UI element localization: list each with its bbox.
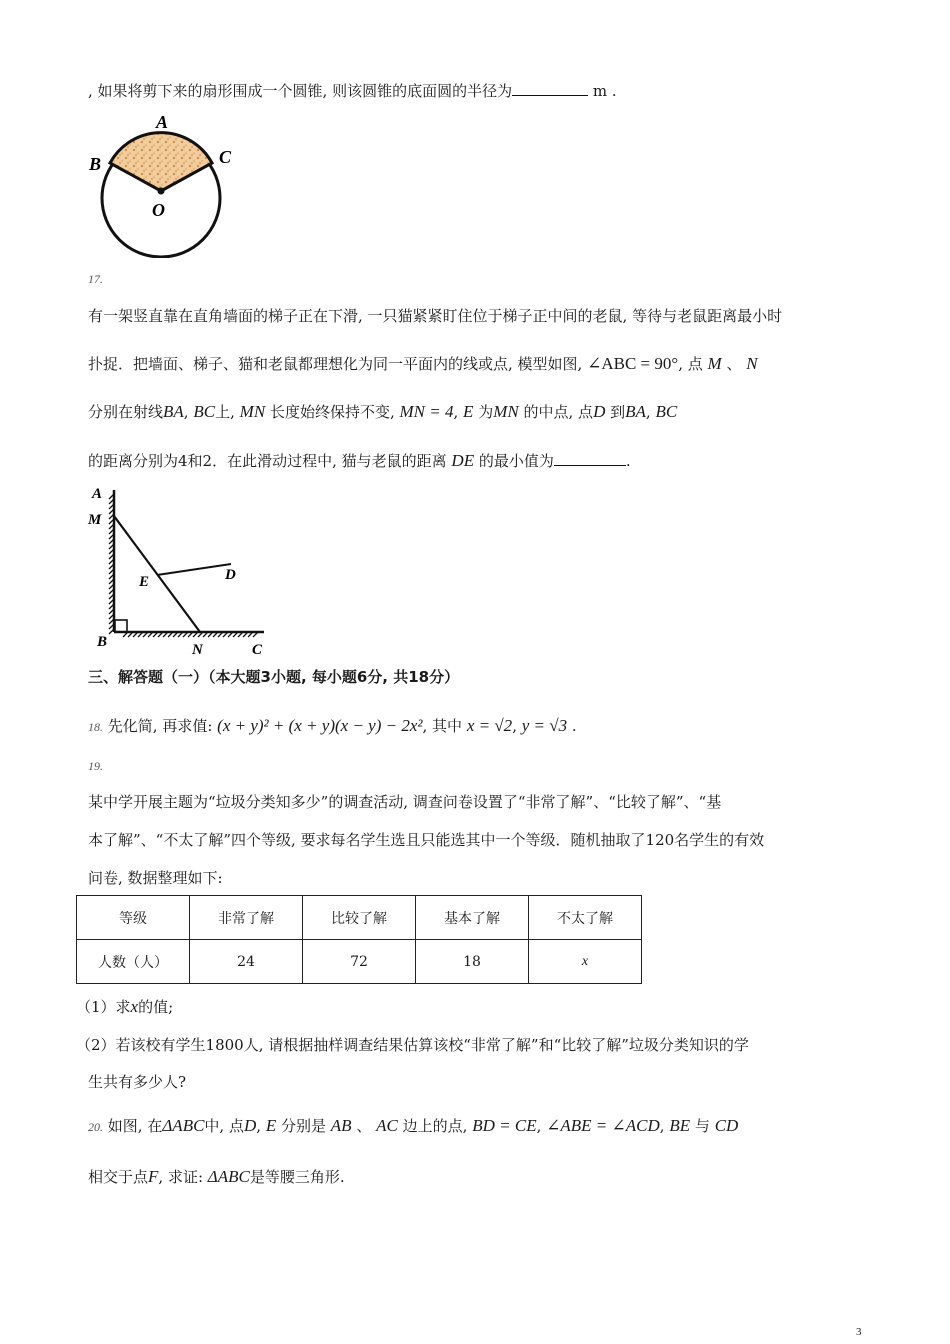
q19-line-2: 本了解”、“不太了解”四个等级, 要求每名学生选且只能选其中一个等级．随机抽取了120名学生的有效	[88, 831, 765, 849]
q20-l1-angles: ∠ABE = ∠ACD	[546, 1116, 660, 1135]
q17-l3-text-a: 分别在射线	[88, 403, 164, 421]
q20-l1-bd-ce: BD = CE	[472, 1116, 537, 1135]
q20-l1-d: D	[243, 1116, 257, 1135]
q17-l2-text-b: , 点	[678, 355, 703, 373]
q17-l3-d: D	[593, 402, 606, 421]
q20-l1-be: BE	[669, 1116, 691, 1135]
q17-label-d: D	[225, 567, 236, 583]
q16-end: .	[611, 82, 617, 100]
q19-table-header-cell: 不太了解	[529, 896, 642, 940]
q18-line	[88, 715, 577, 738]
q16-center-point	[158, 188, 165, 195]
q19-table-header-cell: 等级	[77, 896, 190, 940]
q20-l1-ac: AC	[376, 1116, 398, 1135]
q20-l2-f: F	[148, 1167, 159, 1186]
q17-l3-text-c: 上,	[215, 403, 235, 421]
q16-figure	[84, 108, 244, 258]
q19-table-row-label: 人数（人）	[77, 940, 190, 984]
q17-l3-mn-eq: MN = 4	[399, 402, 454, 421]
q17-l3-text-d: 长度始终保持不变,	[269, 403, 395, 421]
q17-answer-blank[interactable]	[554, 465, 626, 466]
q16-label-a: A	[156, 112, 169, 132]
q17-l3-text-e: ,	[453, 403, 459, 421]
q20-l1-text-b: 中, 点	[204, 1117, 244, 1135]
q17-l4-end: .	[625, 452, 631, 470]
q19-part-2-line-2: 生共有多少人?	[88, 1073, 187, 1091]
q19-table-value-cell: x	[529, 940, 642, 984]
q19-line-3: 问卷, 数据整理如下:	[88, 869, 223, 887]
q20-l2-text-a: 相交于点	[88, 1168, 149, 1186]
q16-label-o: O	[152, 200, 165, 220]
section-3-title: 三、解答题（一）（本大题3小题, 每小题6分, 共18分）	[88, 668, 460, 686]
q18-condition-x: x = √2	[466, 716, 513, 735]
q20-line-1	[88, 1115, 738, 1138]
q20-l1-e: E	[265, 1116, 277, 1135]
q17-figure	[84, 484, 274, 660]
q20-l1-text-c: ,	[256, 1117, 262, 1135]
q19-p1-text-a: （1）求	[76, 998, 131, 1016]
q20-line-2	[88, 1166, 345, 1188]
q18-condition-y: y = √3	[521, 716, 568, 735]
q19-p1-x: x	[130, 997, 139, 1016]
q20-l1-text-f: 边上的点,	[402, 1117, 468, 1135]
q20-l1-triangle: ΔABC	[162, 1116, 205, 1135]
q17-l3-ba-2: BA	[625, 402, 646, 421]
q18-text-a: 先化简, 再求值:	[107, 717, 213, 735]
q19-number: 19.	[88, 759, 103, 773]
q19-table-data-row	[77, 940, 642, 984]
q17-label-e: E	[139, 574, 150, 590]
q19-table-header-cell: 基本了解	[416, 896, 529, 940]
q20-l1-text-d: 分别是	[280, 1117, 326, 1135]
q17-line-2	[88, 353, 758, 375]
q19-table-value-cell: 18	[416, 940, 529, 984]
q17-l3-text-i: ,	[645, 403, 651, 421]
q17-label-m: M	[88, 512, 102, 528]
q20-l2-text-c: 是等腰三角形.	[249, 1168, 345, 1186]
q20-l1-text-i: 与	[694, 1117, 710, 1135]
q17-l4-text-a: 的距离分别为4和2．在此滑动过程中, 猫与老鼠的距离	[88, 452, 447, 470]
q17-l3-e: E	[463, 402, 474, 421]
q19-table-value-cell: 24	[190, 940, 303, 984]
q17-label-b: B	[97, 634, 108, 650]
q16-sector	[110, 133, 212, 191]
q17-number: 17.	[88, 272, 103, 286]
q19-p1-text-b: 的值;	[138, 998, 174, 1016]
page-number: 3	[856, 1326, 862, 1338]
q17-l3-bc-2: BC	[655, 402, 678, 421]
q17-right-angle-mark	[115, 620, 127, 632]
q20-number: 20.	[88, 1120, 103, 1134]
q17-l3-text-b: ,	[183, 403, 189, 421]
q19-table-header-row	[77, 896, 642, 940]
q17-l3-ba: BA	[163, 402, 184, 421]
q19-table-header-cell: 非常了解	[190, 896, 303, 940]
q17-l2-angle: ∠ABC = 90°	[587, 354, 679, 373]
q20-l1-text-a: 如图, 在	[107, 1117, 163, 1135]
q19-table	[76, 895, 642, 984]
q17-label-a: A	[92, 486, 103, 502]
q17-l3-text-f: 为	[478, 403, 494, 421]
q16-text-lead: , 如果将剪下来的扇形围成一个圆锥, 则该圆锥的底面圆的半径为	[88, 82, 513, 100]
q16-label-c: C	[219, 147, 232, 167]
q17-l3-text-g: 的中点, 点	[523, 403, 594, 421]
q17-line-1: 有一架竖直靠在直角墙面的梯子正在下滑, 一只猫紧紧盯住位于梯子正中间的老鼠, 等待与老鼠距离最小时	[88, 307, 783, 325]
q16-label-b: B	[89, 154, 102, 174]
q19-table-header-cell: 比较了解	[303, 896, 416, 940]
q17-line-3	[88, 401, 677, 423]
q20-l1-text-h: ,	[659, 1117, 665, 1135]
q20-l1-cd: CD	[714, 1116, 739, 1135]
q17-l2-text-c: 、	[726, 355, 742, 373]
q20-l1-text-g: ,	[536, 1117, 542, 1135]
q17-segment-ed	[157, 564, 231, 575]
q16-answer-blank[interactable]	[512, 95, 588, 96]
q17-l2-text-a: 扑捉．把墙面、梯子、猫和老鼠都理想化为同一平面内的线或点, 模型如图,	[88, 355, 583, 373]
q18-text-b: , 其中	[422, 717, 463, 735]
q19-part-2-line-1: （2）若该校有学生1800人, 请根据抽样调查结果估算该校“非常了解”和“比较了解”垃圾分类知识的学	[76, 1036, 749, 1054]
q18-expression: (x + y)² + (x + y)(x − y) − 2x²	[217, 716, 423, 735]
q19-line-1: 某中学开展主题为“垃圾分类知多少”的调查活动, 调查问卷设置了“非常了解”、“比较了解”、“基	[88, 793, 722, 811]
q20-l1-ab: AB	[330, 1116, 352, 1135]
q16-unit: m	[592, 82, 608, 100]
q17-l2-n: N	[746, 354, 758, 373]
q20-l1-text-e: 、	[356, 1117, 372, 1135]
q17-l4-text-b: 的最小值为	[478, 452, 554, 470]
q20-l2-triangle: ΔABC	[207, 1167, 250, 1186]
q17-label-c: C	[252, 642, 263, 658]
q17-l3-text-h: 到	[610, 403, 626, 421]
q17-l3-mn: MN	[239, 402, 266, 421]
q17-l3-mn-2: MN	[493, 402, 519, 421]
q17-l4-de: DE	[451, 451, 475, 470]
q18-number: 18.	[88, 720, 103, 734]
q17-l2-m: M	[707, 354, 722, 373]
q17-l3-bc: BC	[193, 402, 216, 421]
q16-text	[88, 80, 617, 102]
q18-end: .	[571, 717, 577, 735]
q17-line-4	[88, 450, 631, 472]
q17-label-n: N	[192, 642, 203, 658]
q19-table-value-cell: 72	[303, 940, 416, 984]
q18-text-c: ,	[512, 717, 517, 735]
q20-l2-text-b: , 求证:	[158, 1168, 203, 1186]
q19-part-1	[76, 996, 173, 1018]
